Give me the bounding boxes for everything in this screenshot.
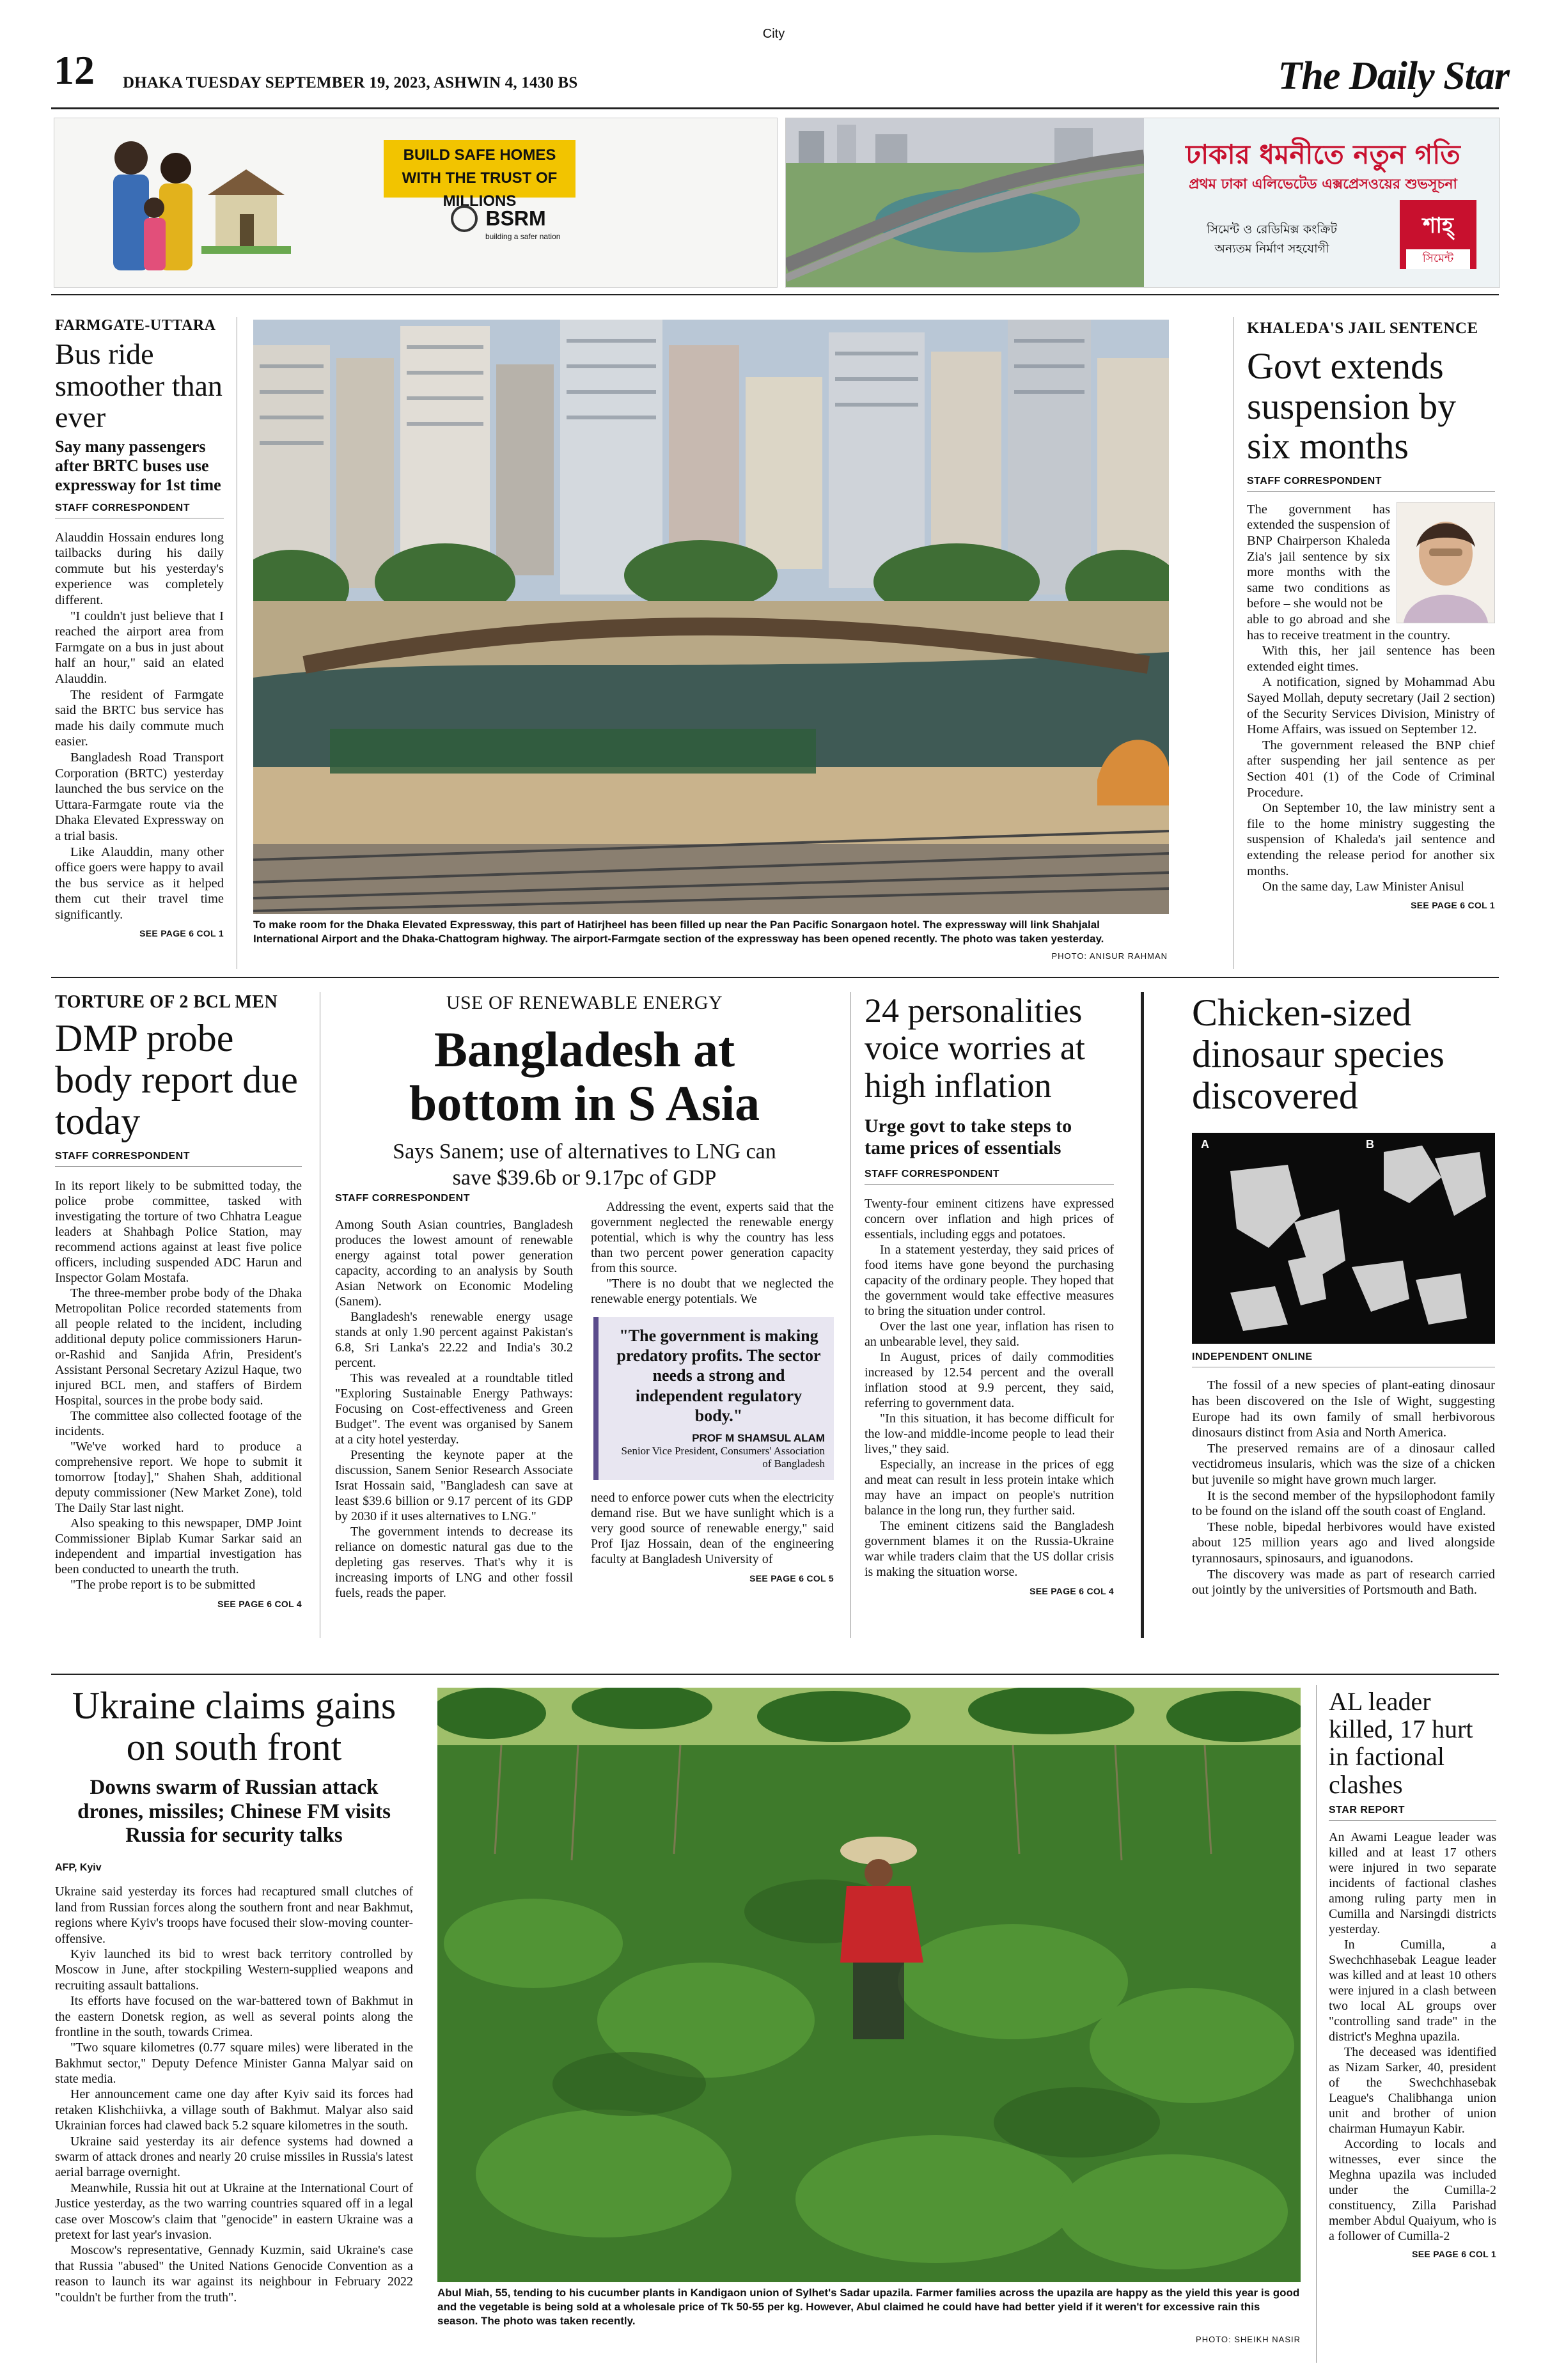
renewable-col2 <box>591 1199 834 1583</box>
dmp-body <box>55 1178 302 1592</box>
al-p3: The deceased was identified as Nizam Sarker, 40, president of the Swechchhasebak League's Chalibhanga union unit and brother of union chairman Humayun Kabir. <box>1329 2044 1496 2136</box>
renewable-quote-name: PROF M SHAMSUL ALAM <box>692 1431 825 1444</box>
ukraine-deck: Downs swarm of Russian attack drones, missiles; Chinese FM visits Russia for security talks <box>77 1775 391 1847</box>
inflation-headline: 24 personalities voice worries at high inflation <box>865 992 1085 1105</box>
bus-p1: Alauddin Hossain endures long tailbacks during his daily commute but his yesterday's experience was completely different. <box>55 530 224 608</box>
dmp-byline: STAFF CORRESPONDENT <box>55 1151 302 1167</box>
bus-p2: "I couldn't just believe that I reached the airport area from Farmgate on a bus in just about half an hour," said an elated Alauddin. <box>55 609 224 687</box>
renewable-p5: The government intends to decrease its reliance on domestic natural gas due to the depleting gas reserves. That's why it is increasing imports of LNG and other fossil fuels, reads the paper. <box>335 1525 573 1600</box>
ukraine-p4: "Two square kilometres (0.77 square miles) were liberated in the Bakhmut sector," Deputy Defence Minister Ganna Malyar said on state media. <box>55 2041 413 2087</box>
page-number: 12 <box>54 47 95 93</box>
expressway-aerial-photo <box>786 118 1144 287</box>
bus-story <box>55 317 224 938</box>
dmp-headline: DMP probe body report due today <box>55 1017 298 1142</box>
bsrm-logo-icon <box>451 205 478 232</box>
bsrm-logo <box>451 205 560 241</box>
khaleda-story <box>1247 320 1495 910</box>
al-story <box>1329 1688 1496 2259</box>
dmp-p1: In its report likely to be submitted today, the police probe committee, tasked with investigating the torture of two Chhatra League leaders at Shahbagh Police Station, may recommend actions against at least five police officers, including suspended ADC Harun and Inspector Golam Mostafa. <box>55 1179 302 1286</box>
top-photo-credit: PHOTO: ANISUR RAHMAN <box>1051 951 1168 961</box>
dinosaur-p5: The discovery was made as part of research carried out jointly by the universities of Portsmouth and Bath. <box>1192 1567 1495 1598</box>
bsrm-slogan-line2: WITH THE TRUST OF MILLIONS <box>402 169 558 210</box>
inflation-p5: "In this situation, it has become difficult for the low-and middle-income people to lead their lives," they said. <box>865 1411 1114 1456</box>
bus-p5: Like Alauddin, many other office goers were happy to avail the bus service as it helped them cut their travel time significantly. <box>55 844 224 922</box>
ukraine-body <box>55 1884 413 2305</box>
inflation-see-page[interactable]: SEE PAGE 6 COL 4 <box>1029 1585 1114 1596</box>
al-p1: An Awami League leader was killed and at least 17 others were injured in two separate incidents of factional clashes among ruling party men in Cumilla and Narsingdi districts yesterday. <box>1329 1830 1496 1936</box>
inflation-p1: Twenty-four eminent citizens have expressed concern over inflation and high prices of essentials, including eggs and potatoes. <box>865 1196 1114 1241</box>
al-p4: According to locals and witnesses, ever since the Meghna upazila was included under the Cumilla-2 constituency, Zilla Parishad member Abdul Quaiyum, who is a follower of Cumilla-2 <box>1329 2136 1496 2243</box>
renewable-p7: "There is no doubt that we neglected the renewable energy potentials. We <box>591 1277 834 1306</box>
renewable-p8: need to enforce power cuts when the electricity demand rise. But we have sunlight which is a very good source of renewable energy," said Prof Ijaz Hossain, dean of the engineering faculty at Bangladesh University of <box>591 1490 834 1566</box>
ukraine-p7: Meanwhile, Russia hit out at Ukraine at the International Court of Justice yesterday, as the two warring countries squared off in a legal case over Moscow's claim that "genocide" in eastern Ukraine was a pretext for last year's invasion. <box>55 2181 413 2242</box>
shah-headline: ঢাকার ধমনীতে নতুন গতি <box>1186 139 1460 170</box>
renewable-byline: STAFF CORRESPONDENT <box>335 1193 470 1204</box>
ukraine-p2: Kyiv launched its bid to wrest back territory controlled by Moscow in June, after stockpiling Western-supplied weapons and recruiting assault battalions. <box>55 1947 413 1993</box>
hatirjheel-photo <box>253 320 1169 914</box>
col-rule-heavy <box>1141 992 1144 1638</box>
bsrm-ad[interactable] <box>54 118 778 288</box>
inflation-p2: In a statement yesterday, they said prices of food items have gone beyond the purchasing capacity of the ordinary people. They hoped that the government would take effective measures to bring the situation under control. <box>865 1242 1114 1318</box>
dinosaur-p2: The preserved remains are of a dinosaur called vectidromeus insularis, which was the size of a chicken but juvenile so might have grown much larger. <box>1192 1441 1495 1487</box>
khaleda-p5: The government released the BNP chief after suspending her jail sentence as per Section 401 (1) of the Code of Criminal Procedure. <box>1247 738 1495 800</box>
dinosaur-p4: These noble, bipedal herbivores would have existed about 125 million years ago and lived alongside tyrannosaurs, spinosaurs, and iguanodons. <box>1192 1520 1495 1566</box>
renewable-story <box>335 992 834 1192</box>
dmp-p6: "The probe report is to be submitted <box>70 1578 256 1592</box>
renewable-p4: Presenting the keynote paper at the discussion, Sanem Senior Research Associate Israt Hossain said, "Bangladesh can save at least $39.6 billion or 9.17 percent of its GDP by 2030 if it uses alternatives to LNG." <box>335 1448 573 1523</box>
renewable-quote-title: Senior Vice President, Consumers' Association of Bangladesh <box>621 1444 825 1470</box>
khaleda-p6: On September 10, the law ministry sent a file to the home ministry suggesting the suspension of Khaleda's jail sentence and extending the release period for another six months. <box>1247 801 1495 878</box>
col-rule <box>1316 1685 1317 2363</box>
shah-brand-sub: সিমেন্ট <box>1406 249 1470 269</box>
dmp-p4: "We've worked hard to produce a comprehensive report. We hope to submit it tomorrow [today]," Shahen Shah, additional deputy commissioner (New Market Zone), told The Daily Star last night. <box>55 1440 302 1516</box>
ukraine-p6: Ukraine said yesterday its air defence systems had downed a swarm of attack drones and nearly 20 cruise missiles in Russia's latest aerial barrage overnight. <box>55 2134 413 2180</box>
ukraine-p3: Its efforts have focused on the war-battered town of Bakhmut in the eastern Donetsk region, as well as several points along the frontline in the south, towards Crimea. <box>55 1994 413 2039</box>
khaleda-p3: With this, her jail sentence has been extended eight times. <box>1247 644 1495 674</box>
shah-subline: প্রথম ঢাকা এলিভেটেড এক্সপ্রেসওয়ের শুভসূচনা <box>1189 176 1457 192</box>
ukraine-p1: Ukraine said yesterday its forces had recaptured small clutches of land from Russian forces along the southern front and near Bakhmut, regions where Kyiv's troops have focused their slow-moving counter-offensive. <box>55 1885 413 1946</box>
shah-brand: শাহ্‌ <box>1423 213 1453 238</box>
khaleda-see-page[interactable]: SEE PAGE 6 COL 1 <box>1411 899 1495 910</box>
renewable-body-col2-bottom <box>591 1490 834 1567</box>
bottom-photo-credit: PHOTO: SHEIKH NASIR <box>1196 2335 1301 2344</box>
renewable-p2: Bangladesh's renewable energy usage stands at only 1.90 percent against Pakistan's 6.8, Sri Lanka's 22.22 and India's 30.2 percent. <box>335 1310 573 1370</box>
khaleda-p7: On the same day, Law Minister Anisul <box>1262 880 1464 894</box>
bus-deck: Say many passengers after BRTC buses use expressway for 1st time <box>55 437 221 494</box>
bus-kicker: FARMGATE-UTTARA <box>55 317 216 334</box>
ads-rule <box>51 294 1499 295</box>
inflation-p3: Over the last one year, inflation has risen to an unbearable level, they said. <box>865 1319 1114 1349</box>
renewable-body-col2-top <box>591 1199 834 1307</box>
shah-text2: অন্যতম নির্মাণ সহযোগী <box>1214 242 1329 256</box>
khaleda-kicker: KHALEDA'S JAIL SENTENCE <box>1247 320 1478 337</box>
khaleda-portrait <box>1397 502 1495 623</box>
renewable-p6: Addressing the event, experts said that the government neglected the renewable energy potential, which is why the country has less than two percent power generation capacity from this source. <box>591 1200 834 1275</box>
col-rule <box>850 992 851 1638</box>
dinosaur-p3: It is the second member of the hypsilophodont family to be found on the island off the south coast of England. <box>1192 1488 1495 1519</box>
dmp-p3: The committee also collected footage of the incidents. <box>55 1409 302 1439</box>
bus-see-page[interactable]: SEE PAGE 6 COL 1 <box>139 928 224 938</box>
dmp-kicker: TORTURE OF 2 BCL MEN <box>55 992 278 1012</box>
al-body <box>1329 1830 1496 2244</box>
bsrm-slogan-line1: BUILD SAFE HOMES <box>403 146 556 164</box>
khaleda-byline: STAFF CORRESPONDENT <box>1247 476 1495 492</box>
fossil-label-b: B <box>1366 1138 1374 1151</box>
khaleda-headline: Govt extends suspension by six months <box>1247 345 1457 467</box>
renewable-p1: Among South Asian countries, Bangladesh produces the lowest amount of renewable energy against total power generation capacity, according to an analysis by South Asian Network on Economic Modeling (Sanem). <box>335 1218 573 1309</box>
inflation-p6: Especially, an increase in the prices of egg and meat can result in less protein intake which may have an impact on people's nutrition balance in the long run, they further said. <box>865 1457 1114 1518</box>
dmp-story <box>55 992 302 1609</box>
dmp-p2: The three-member probe body of the Dhaka Metropolitan Police recorded statements from all people related to the incident, including additional deputy police commissioners Harun-or-Rashid and Sanjida Afrin, President's Assistant Personal Secretary Azizul Haque, two injured BCL men, and staffers of Birdem Hospital, sources in the probe body said. <box>55 1286 302 1408</box>
ukraine-headline: Ukraine claims gains on south front <box>72 1684 396 1768</box>
al-byline: STAR REPORT <box>1329 1805 1496 1821</box>
khaleda-p2: able to go abroad and she has to receive treatment in the country. <box>1247 612 1451 642</box>
renewable-quote-box <box>593 1317 834 1480</box>
khaleda-p4: A notification, signed by Mohammad Abu Sayed Mollah, deputy secretary (Jail 2 section) of the Security Services Division, Ministry of Home Affairs, was issued on September 12. <box>1247 675 1495 737</box>
renewable-p3: This was revealed at a roundtable titled "Exploring Sustainable Energy Pathways: Focusing on Cost-effectiveness and Green Budget". The event was organised by Sanem at a city hotel yesterday. <box>335 1371 573 1447</box>
inflation-body <box>865 1196 1114 1580</box>
shah-logo <box>1400 200 1476 269</box>
ukraine-story <box>55 1685 413 2305</box>
top-photo-caption: To make room for the Dhaka Elevated Expressway, this part of Hatirjheel has been filled up near the Pan Pacific Sonargaon hotel. The expressway will link Shahjalal International Airport and the Dhaka-Chattogram highway. The airport-Farmgate section of the expressway has been opened recently. The photo was taken yesterday. <box>253 919 1104 945</box>
cucumber-field-photo <box>437 1688 1301 2282</box>
header-rule <box>51 107 1499 109</box>
dinosaur-p1: The fossil of a new species of plant-eating dinosaur has been discovered on the Isle of Wight, suggesting Europe had its own family of small herbivorous dinosaurs distinct from Asia and North America. <box>1192 1378 1495 1440</box>
bsrm-brand: BSRM <box>485 206 546 230</box>
al-see-page[interactable]: SEE PAGE 6 COL 1 <box>1412 2248 1496 2259</box>
renewable-col1 <box>335 1193 573 1601</box>
bsrm-tagline: building a safer nation <box>485 232 561 241</box>
khaleda-p1: The government has extended the suspension of BNP Chairperson Khaleda Zia's jail sentence by six more months with the same two conditions as before – she would not be <box>1247 502 1390 611</box>
bsrm-slogan-box <box>384 140 575 210</box>
fossil-label-a: A <box>1201 1138 1209 1151</box>
renewable-see-page[interactable]: SEE PAGE 6 COL 5 <box>749 1573 834 1583</box>
section-label: City <box>762 27 785 41</box>
bus-headline: Bus ride smoother than ever <box>55 338 223 434</box>
renewable-kicker: USE OF RENEWABLE ENERGY <box>446 992 723 1013</box>
lower-rule <box>51 1674 1499 1675</box>
dateline: DHAKA TUESDAY SEPTEMBER 19, 2023, ASHWIN 4, 1430 BS <box>123 74 578 91</box>
bus-p3: The resident of Farmgate said the BRTC bus service has made his daily commute much easier. <box>55 687 224 749</box>
inflation-p7: The eminent citizens said the Bangladesh government blames it on the Russia-Ukraine war while traders claim that the US dollar crisis is making the situation worse. <box>865 1518 1114 1579</box>
bus-body <box>55 530 224 923</box>
mid-rule <box>51 977 1499 978</box>
al-p2: In Cumilla, a Swechchhasebak League leader was killed and at least 10 others were injured in a clash between two local AL groups over "controlling sand trade" in the district's Meghna upazila. <box>1329 1937 1496 2044</box>
renewable-quote: "The government is making predatory profits. The sector needs a strong and independent regulatory body." <box>616 1326 821 1425</box>
shah-text1: সিমেন্ট ও রেডিমিক্স কংক্রিট <box>1207 222 1337 237</box>
inflation-deck: Urge govt to take steps to tame prices of essentials <box>865 1115 1072 1159</box>
dinosaur-headline: Chicken-sized dinosaur species discovered <box>1192 992 1444 1117</box>
dmp-see-page[interactable]: SEE PAGE 6 COL 4 <box>217 1599 302 1610</box>
inflation-byline: STAFF CORRESPONDENT <box>865 1169 1114 1185</box>
renewable-deck: Says Sanem; use of alternatives to LNG can save $39.6b or 9.17pc of GDP <box>393 1140 776 1190</box>
inflation-p4: In August, prices of daily commodities increased by 12.54 percent and the overall inflation stood at 9.9 percent, they said, referring to government data. <box>865 1349 1114 1410</box>
ukraine-byline: AFP, Kyiv <box>55 1862 102 1874</box>
dinosaur-byline: INDEPENDENT ONLINE <box>1192 1351 1495 1367</box>
dmp-p5: Also speaking to this newspaper, DMP Joint Commissioner Biplab Kumar Sarkar said an independent and impartial investigation has been conducted to unearth the truth. <box>55 1516 302 1577</box>
dinosaur-story <box>1192 992 1495 1598</box>
shah-cement-ad[interactable] <box>785 118 1500 288</box>
masthead-logo: The Daily Star <box>1278 54 1509 98</box>
bus-byline: STAFF CORRESPONDENT <box>55 502 224 518</box>
bottom-photo-caption: Abul Miah, 55, tending to his cucumber plants in Kandigaon union of Sylhet's Sadar upazila. Farmer families across the upazila are happy as the yield this year is good and the vegetable is being sold at a wholesale price of Tk 50-55 per kg. However, Abul claimed he could have had better yield if it weren't for excessive rain this season. The photo was taken recently. <box>437 2287 1300 2328</box>
ukraine-p5: Her announcement came one day after Kyiv said its forces had retaken Klishchiivka, a village south of Bakhmut. Malyar also said Ukrainian forces had clawed back 5.2 square kilometres in the south. <box>55 2087 413 2133</box>
ukraine-p8: Moscow's representative, Gennady Kuzmin, said Ukraine's case that Russia "abused" the United Nations Genocide Convention as a reason to launch its war against its neighbour in February 2022 "couldn't be further from the truth". <box>55 2243 413 2305</box>
al-headline: AL leader killed, 17 hurt in factional clashes <box>1329 1687 1473 1799</box>
renewable-body-col1 <box>335 1217 573 1601</box>
inflation-story <box>865 992 1114 1596</box>
fossil-photo <box>1192 1133 1495 1344</box>
renewable-headline: Bangladesh at bottom in S Asia <box>409 1022 760 1132</box>
bus-p4: Bangladesh Road Transport Corporation (BRTC) yesterday launched the bus service on the Uttara-Farmgate route via the Dhaka Elevated Expressway on a trial basis. <box>55 751 224 843</box>
dinosaur-body <box>1192 1378 1495 1598</box>
